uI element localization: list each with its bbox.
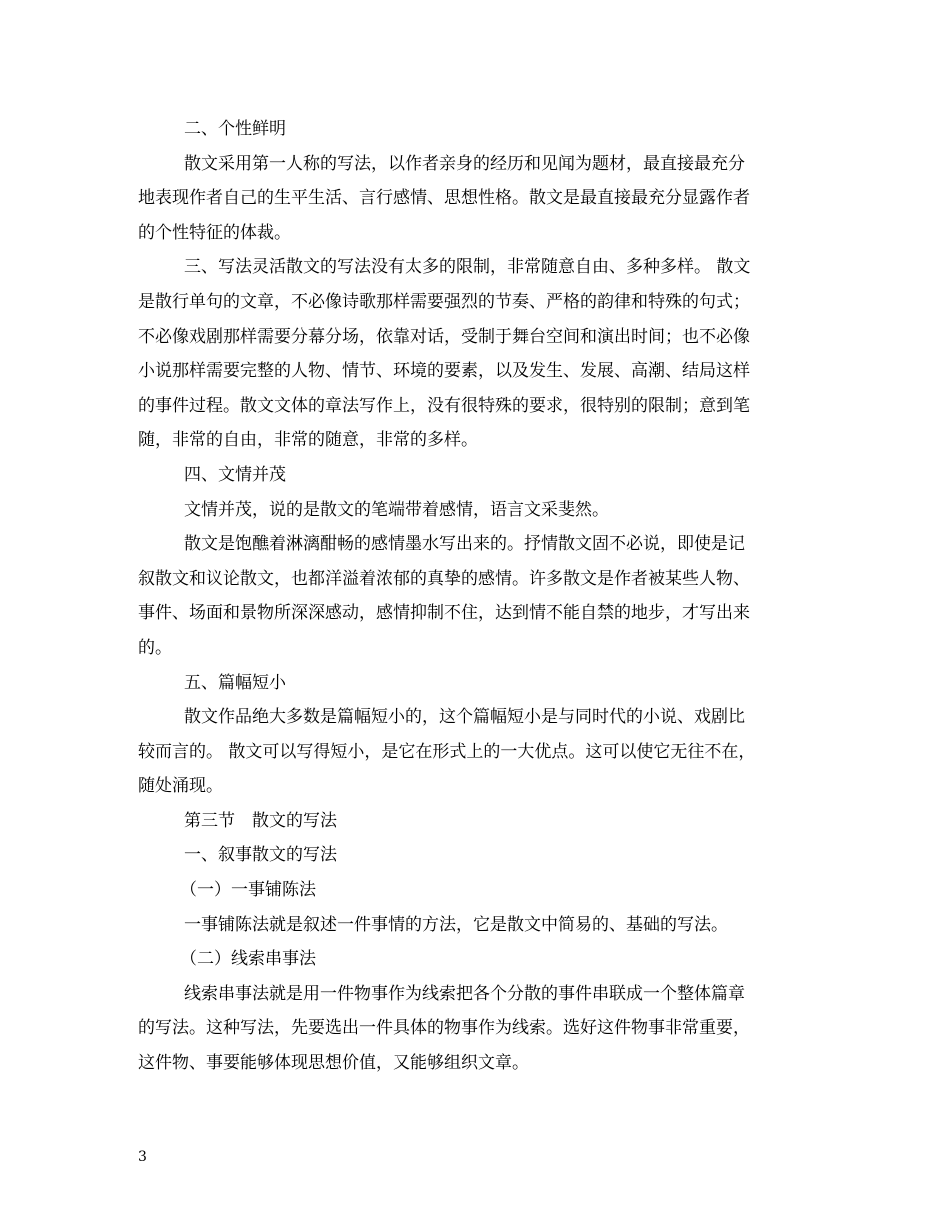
text-line: 一事铺陈法就是叙述一件事情的方法，它是散文中简易的、基础的写法。	[184, 914, 728, 935]
text-line: 四、文情并茂	[184, 464, 286, 485]
text-line: （二）线索串事法	[180, 949, 316, 970]
text-line: 随处涌现。	[138, 776, 223, 797]
text-line: 的写法。这种写法，先要选出一件具体的物事作为线索。选好这件物事非常重要，	[138, 1018, 750, 1039]
text-line: 五、篇幅短小	[184, 672, 286, 693]
text-line: 小说那样需要完整的人物、情节、环境的要素，以及发生、发展、高潮、结局这样	[138, 361, 750, 382]
text-line: 二、个性鲜明	[184, 119, 286, 139]
text-line: 散文是饱醮着淋漓酣畅的感情墨水写出来的。抒情散文固不必说，即使是记	[184, 534, 745, 555]
text-line: 不必像戏剧那样需要分幕分场，依靠对话，受制于舞台空间和演出时间；也不必像	[138, 326, 750, 347]
page-number: 3	[138, 1149, 147, 1165]
text-line: 是散行单句的文章，不必像诗歌那样需要强烈的节奏、严格的韵律和特殊的句式；	[138, 291, 750, 312]
text-line: 的事件过程。散文文体的章法写作上，没有很特殊的要求，很特别的限制；意到笔	[138, 395, 750, 416]
text-line: （一）一事铺陈法	[180, 880, 316, 901]
text-line: 文情并茂，说的是散文的笔端带着感情，语言文采斐然。	[184, 499, 609, 520]
text-line: 散文作品绝大多数是篇幅短小的，这个篇幅短小是与同时代的小说、戏剧比	[184, 707, 745, 728]
text-line: 第三节 散文的写法	[184, 810, 337, 831]
text-line: 三、写法灵活散文的写法没有太多的限制，非常随意自由、多种多样。 散文	[184, 257, 751, 278]
text-line: 线索串事法就是用一件物事作为线索把各个分散的事件串联成一个整体篇章	[184, 983, 745, 1004]
text-line: 随，非常的自由，非常的随意，非常的多样。	[138, 430, 478, 451]
document-body	[138, 112, 828, 1081]
text-line: 这件物、事要能够体现思想价值，又能够组织文章。	[138, 1053, 529, 1074]
text-line: 一、叙事散文的写法	[184, 845, 337, 866]
text-line: 事件、场面和景物所深深感动，感情抑制不住，达到情不能自禁的地步，才写出来	[138, 603, 750, 624]
text-line: 散文采用第一人称的写法，以作者亲身的经历和见闻为题材，最直接最充分	[184, 153, 745, 174]
text-line: 的。	[138, 637, 172, 658]
text-line: 的个性特征的体裁。	[138, 222, 291, 243]
text-line: 较而言的。 散文可以写得短小，是它在形式上的一大优点。这可以使它无往不在，	[138, 741, 756, 762]
text-line: 地表现作者自己的生平生活、言行感情、思想性格。散文是最直接最充分显露作者	[138, 188, 750, 209]
text-line: 叙散文和议论散文，也都洋溢着浓郁的真挚的感情。许多散文是作者被某些人物、	[138, 568, 750, 589]
